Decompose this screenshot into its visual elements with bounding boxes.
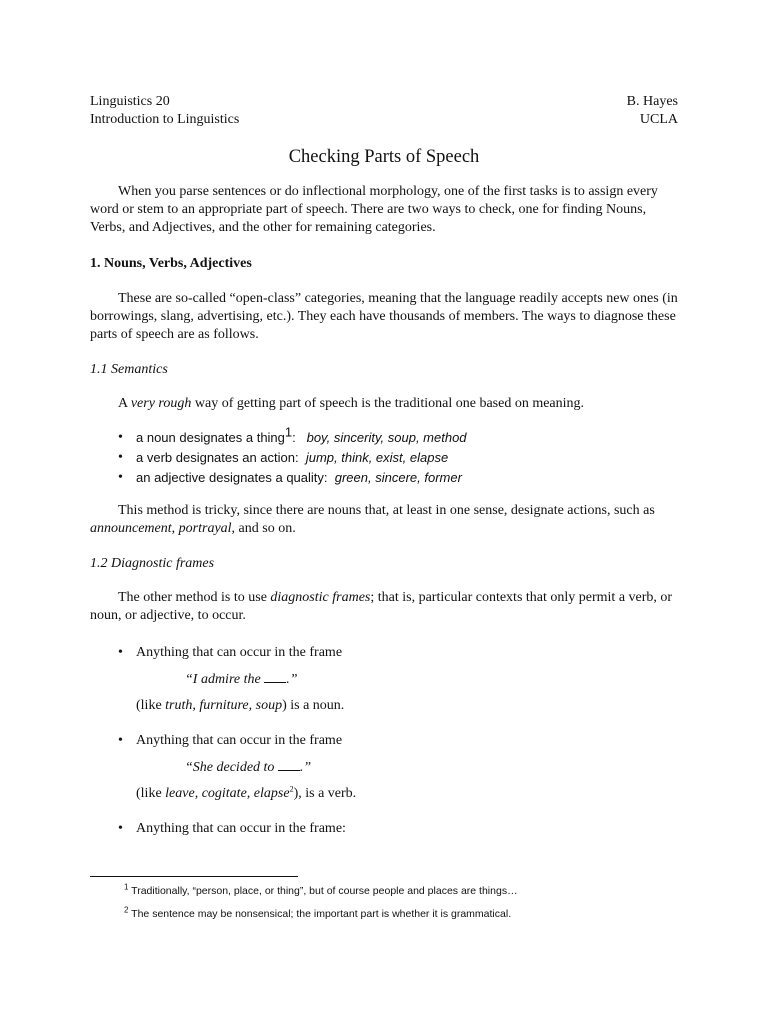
course-title: Introduction to Linguistics	[90, 112, 240, 127]
verb-examples-line: (like leave, cogitate, elapse$^2$), is a verb.	[136, 784, 357, 801]
tricky-paragraph: This method is tricky, since there are nouns that, at least in one sense, designate actions, such as announcement, portrayal, and so on.	[90, 503, 655, 536]
bullet-icon: •	[118, 645, 123, 660]
frame-item-verb: • Anything that can occur in the frame	[118, 733, 343, 748]
footnote-2: $^2$ The sentence may be nonsensical; the important part is whether it is grammatical.	[124, 905, 512, 920]
subsection-1-2-heading: 1.2 Diagnostic frames	[90, 556, 215, 571]
bullet-icon: •	[118, 430, 123, 445]
subsection-1-1-heading: 1.1 Semantics	[90, 362, 168, 377]
frames-lead-paragraph: The other method is to use diagnostic frames; that is, particular contexts that only permit a verb, or noun, or adjective, to occur.	[90, 590, 673, 623]
bullet-icon: •	[118, 450, 123, 465]
frame-item-noun: • Anything that can occur in the frame	[118, 645, 343, 660]
noun-examples-line: (like truth, furniture, soup) is a noun.	[136, 698, 345, 713]
document-title: Checking Parts of Speech	[288, 147, 480, 167]
header-row-2	[90, 111, 678, 129]
frame-item-adjective: • Anything that can occur in the frame:	[118, 821, 346, 836]
semantics-lead-paragraph: A very rough way of getting part of speech is the traditional one based on meaning.	[118, 396, 585, 411]
header-row-1	[90, 93, 678, 111]
section-1-paragraph: These are so-called “open-class” categories, meaning that the language readily accepts new ones (in borrowings, slang, advertising, etc.). They each have thousands of members. The ways to diagnose these parts of speech are as follows.	[90, 291, 678, 342]
frame-blank	[264, 670, 286, 683]
bullet-icon: •	[118, 821, 123, 836]
emphasis-very-rough: very rough	[130, 396, 192, 411]
footnote-1: $^1$ Traditionally, “person, place, or thing”, but of course people and places are things…	[124, 882, 518, 897]
course-number: Linguistics 20	[90, 94, 170, 109]
intro-paragraph: When you parse sentences or do inflectional morphology, one of the first tasks is to assign every word or stem to an appropriate part of speech. There are two ways to check, one for finding Nouns, Verbs, and Adjectives, and the other for remaining categories.	[90, 184, 658, 235]
adjective-examples: green, sincere, former	[334, 470, 462, 485]
emphasis-diagnostic-frames: diagnostic frames	[270, 590, 371, 605]
noun-examples: boy, sincerity, soup, method	[306, 430, 467, 445]
list-item: • a verb designates an action: jump, think, exist, elapse	[118, 448, 678, 468]
list-item: • a noun designates a thing$^1$: boy, sincerity, soup, method	[118, 428, 678, 448]
semantics-bullet-list	[90, 424, 678, 488]
institution: UCLA	[639, 112, 678, 127]
frame-blank	[278, 758, 300, 771]
author-name: B. Hayes	[626, 94, 678, 109]
footnote-divider	[90, 876, 298, 877]
section-1-heading: 1. Nouns, Verbs, Adjectives	[90, 256, 252, 271]
document-page	[90, 93, 678, 838]
list-item: • an adjective designates a quality: green, sincere, former	[118, 468, 678, 488]
bullet-icon: •	[118, 470, 123, 485]
verb-examples: jump, think, exist, elapse	[305, 450, 449, 465]
footnote-ref-2: 2	[289, 784, 294, 794]
noun-frame: “I admire the .”	[185, 672, 298, 687]
bullet-icon: •	[118, 733, 123, 748]
verb-frame: “She decided to .”	[185, 760, 312, 775]
footnote-ref-1: 1	[284, 424, 293, 440]
